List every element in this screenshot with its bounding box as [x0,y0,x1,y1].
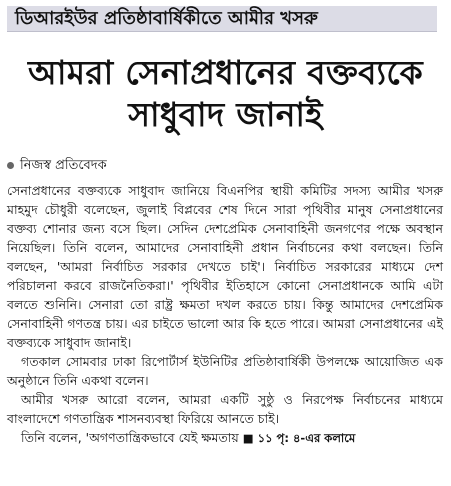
paragraph-4-text: তিনি বলেন, 'অগণতান্ত্রিকভাবে যেই ক্ষমতায় [21,430,239,445]
headline [0,52,451,136]
headline-line-1: আমরা সেনাপ্রধানের বক্তব্যকে [28,53,423,92]
byline-text: নিজস্ব প্রতিবেদক [20,158,107,173]
paragraph-2: গতকাল সোমবার ঢাকা রিপোর্টার্স ইউনিটির প্রতিষ্ঠাবার্ষিকী উপলক্ষে আয়োজিত এক অনুষ্ঠানে তিনি একথা বলেন। [7,354,443,388]
article-body [7,181,443,448]
paragraph-4 [7,428,443,448]
byline [7,158,307,174]
paragraph-3: আমীর খসরু আরো বলেন, আমরা একটি সুষ্ঠু ও নিরপেক্ষ নির্বাচনের মাধ্যমে বাংলাদেশে গণতান্ত্রিক শাসনব্যবস্থা ফিরিয়ে আনতে চাই। [7,392,443,426]
headline-line-2: সাধুবাদ জানাই [128,95,323,134]
bullet-icon [7,162,14,169]
continued-jump-link[interactable]: ■ ১১ পৃ: ৪-এর কলামে [242,431,356,445]
kicker-banner: ডিআরইউর প্রতিষ্ঠাবার্ষিকীতে আমীর খসরু [7,6,437,32]
paragraph-1: সেনাপ্রধানের বক্তব্যকে সাধুবাদ জানিয়ে বিএনপির স্থায়ী কমিটির সদস্য আমীর খসরু মাহমুদ চৌধুরী বলেছেন, জুলাই বিপ্লবের শেষ দিনে সারা পৃথিবীর মানুষ সেনাপ্রধানের বক্তব্য শোনার জন্য বসে ছিল। সেদিন দেশপ্রেমিক সেনাবাহিনী জনগণের পক্ষে অবস্থান নিয়েছিল। তিনি বলেন, আমাদের সেনাবাহিনী প্রধান নির্বাচনের কথা বলছেন। তিনি বলছেন, 'আমরা নির্বাচিত সরকার দেখতে চাই'। নির্বাচিত সরকারের মাধ্যমে দেশ পরিচালনা করবে রাজনৈতিকরা।' পৃথিবীর ইতিহাসে কোনো সেনাপ্রধানকে আমি এটা বলতে শুনিনি। সেনারা তো রাষ্ট্র ক্ষমতা দখল করতে চায়। কিন্তু আমাদের দেশপ্রেমিক সেনাবাহিনী গণতন্ত্র চায়। এর চাইতে ভালো আর কি হতে পারে। আমরা সেনাপ্রধানের এই বক্তব্যকে সাধুবাদ জানাই। [7,183,443,350]
